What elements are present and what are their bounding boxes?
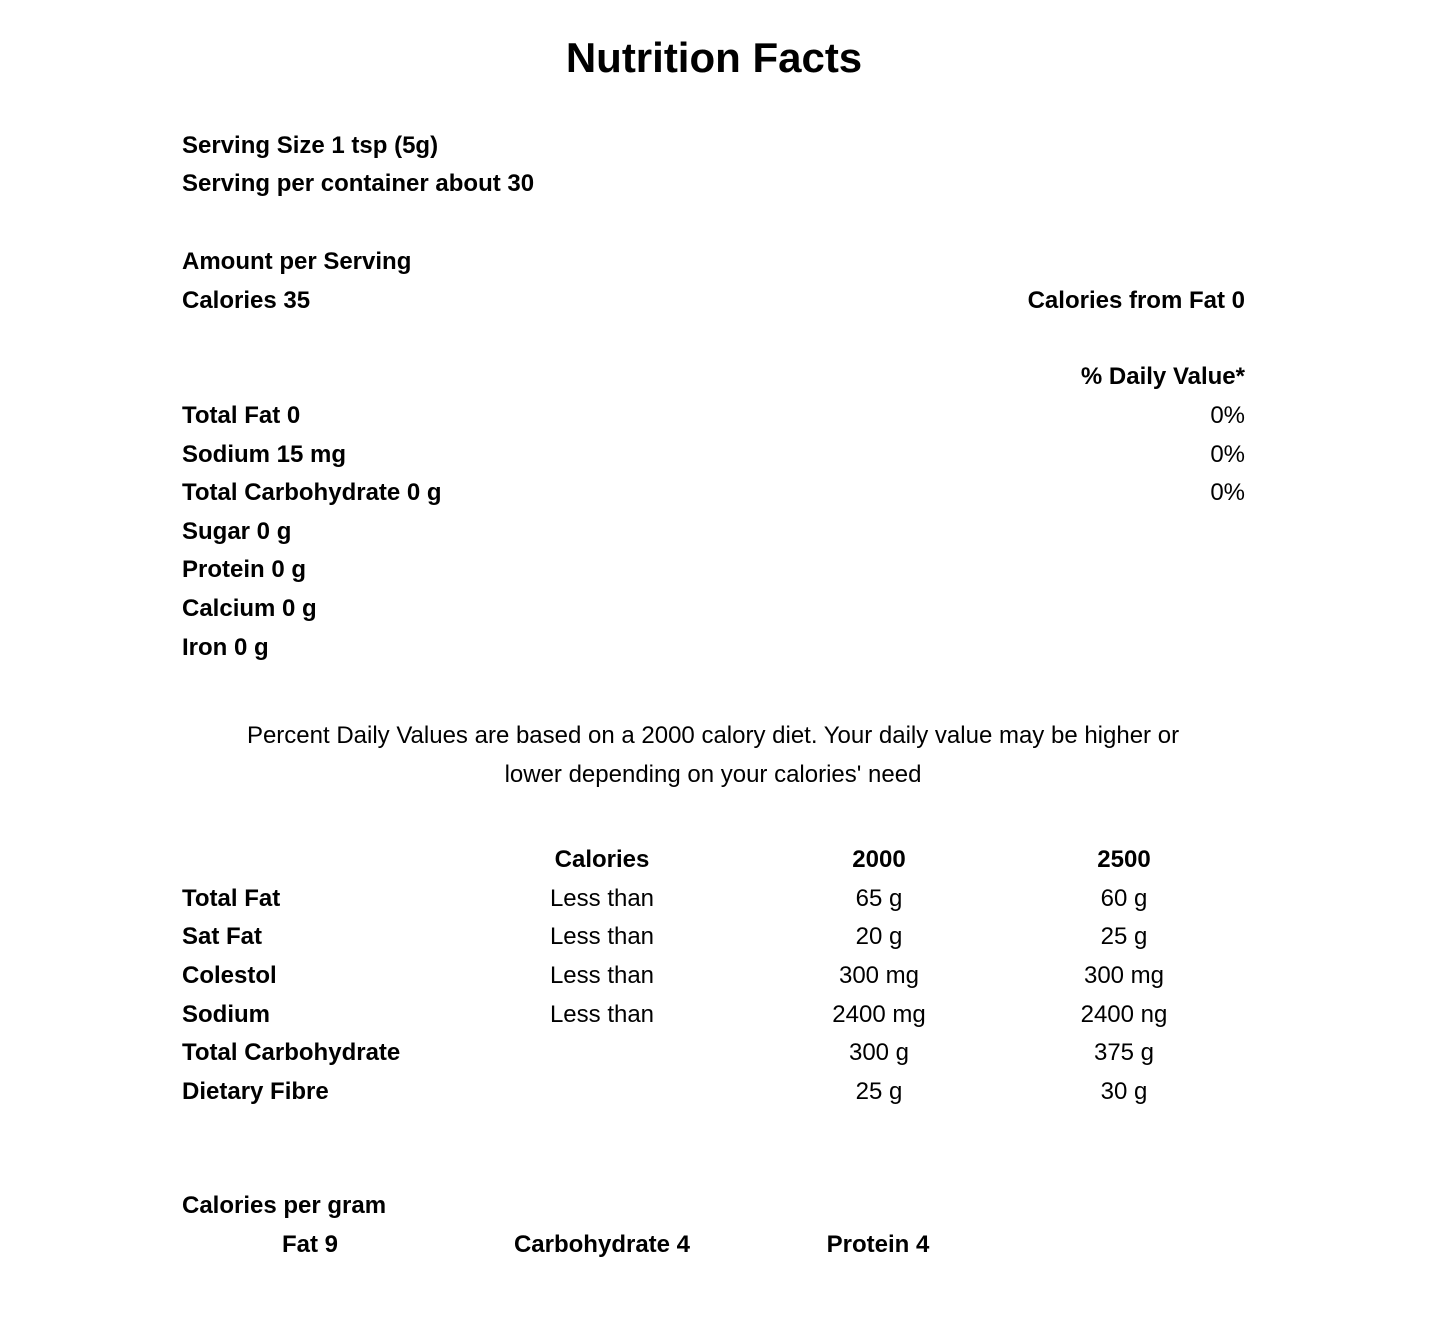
nutrient-row-total-carbohydrate: Total Carbohydrate 0 g xyxy=(182,479,442,506)
table-row xyxy=(182,995,1192,1034)
nutrient-row-sugar: Sugar 0 g xyxy=(182,518,292,545)
table-row xyxy=(182,1073,1192,1112)
table-row xyxy=(182,1034,1192,1073)
daily-value-footnote xyxy=(170,716,1256,794)
nutrient-row-calcium: Calcium 0 g xyxy=(182,595,317,622)
calories-from-fat: Calories from Fat 0 xyxy=(1027,287,1245,314)
row-value-2000: 25 g xyxy=(855,1077,903,1105)
reference-table-header-row xyxy=(182,841,1192,880)
nutrient-row-sodium: Sodium 15 mg xyxy=(182,441,347,468)
row-value-2500: 300 mg xyxy=(1083,962,1165,990)
row-label: Total Fat xyxy=(182,884,281,912)
calories-per-gram-fat: Fat 9 xyxy=(281,1231,338,1258)
row-qualifier xyxy=(502,1034,702,1073)
header-cell-blank xyxy=(182,841,502,880)
row-qualifier: Less than xyxy=(549,962,655,990)
row-label: Sat Fat xyxy=(182,923,263,951)
row-value-2500: 2400 ng xyxy=(1080,1000,1168,1028)
serving-size: Serving Size 1 tsp (5g) xyxy=(182,132,439,159)
row-label: Dietary Fibre xyxy=(182,1077,329,1105)
row-qualifier: Less than xyxy=(549,923,655,951)
nutrient-row-protein: Protein 0 g xyxy=(182,556,307,583)
table-row xyxy=(182,880,1192,919)
calories-value: Calories 35 xyxy=(182,287,311,314)
table-row xyxy=(182,918,1192,957)
amount-per-serving-header: Amount per Serving xyxy=(182,248,412,275)
row-label: Sodium xyxy=(182,1000,270,1028)
row-value-2000: 65 g xyxy=(855,884,903,912)
row-qualifier: Less than xyxy=(549,884,655,912)
nutrient-dv-sodium: 0% xyxy=(1210,441,1245,468)
footnote-line-1: Percent Daily Values are based on a 2000 calory diet. Your daily value may be higher or xyxy=(246,722,1180,749)
row-value-2500: 25 g xyxy=(1100,923,1148,951)
nutrient-row-total-fat: Total Fat 0 xyxy=(182,402,301,429)
header-cell-2000: 2000 xyxy=(852,846,906,874)
servings-per-container: Serving per container about 30 xyxy=(182,170,535,197)
row-value-2000: 300 g xyxy=(848,1039,910,1067)
row-value-2000: 2400 mg xyxy=(832,1000,926,1028)
daily-reference-table xyxy=(182,841,1192,1111)
page-title: Nutrition Facts xyxy=(565,34,863,81)
nutrient-dv-total-carbohydrate: 0% xyxy=(1210,479,1245,506)
row-qualifier xyxy=(502,1073,702,1112)
row-value-2500: 375 g xyxy=(1093,1039,1155,1067)
row-label: Total Carbohydrate xyxy=(182,1039,401,1067)
daily-value-header: % Daily Value* xyxy=(1080,363,1245,390)
row-qualifier: Less than xyxy=(549,1000,655,1028)
calories-per-gram-protein: Protein 4 xyxy=(826,1231,930,1258)
calories-per-gram-carbohydrate: Carbohydrate 4 xyxy=(513,1231,691,1258)
row-value-2500: 30 g xyxy=(1100,1077,1148,1105)
footnote-line-2: lower depending on your calories' need xyxy=(504,761,922,788)
header-cell-2500: 2500 xyxy=(1097,846,1151,874)
row-value-2500: 60 g xyxy=(1100,884,1148,912)
calories-per-gram-label: Calories per gram xyxy=(182,1192,387,1219)
row-label: Colestol xyxy=(182,962,277,990)
nutrient-row-iron: Iron 0 g xyxy=(182,634,269,661)
header-cell-calories: Calories xyxy=(554,846,650,874)
row-value-2000: 300 mg xyxy=(838,962,920,990)
table-row xyxy=(182,957,1192,996)
nutrient-dv-total-fat: 0% xyxy=(1210,402,1245,429)
row-value-2000: 20 g xyxy=(855,923,903,951)
